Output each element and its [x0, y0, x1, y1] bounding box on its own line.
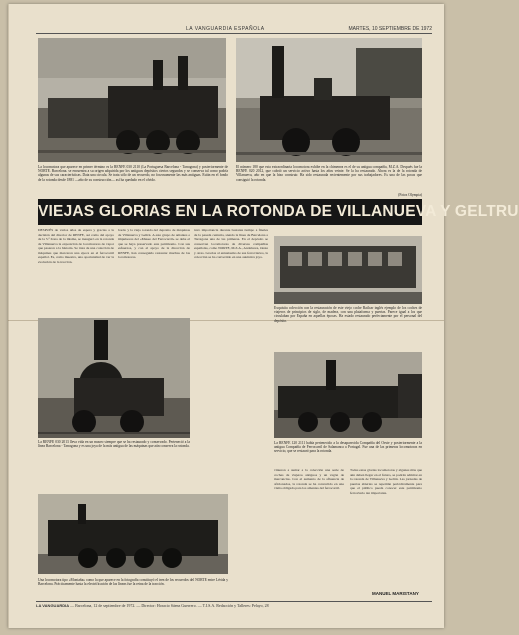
photo-locomotive-montana	[38, 494, 228, 574]
footer-newspaper: LA VANGUARDIA	[36, 603, 70, 608]
caption-locomotive-montana: Una locomotora tipo «Montaña» como la que aparece en la fotografía constituyó el tren de los recuerdos del NORTE entre Lérida y Barcelona. Prácticamente hasta la electrificación de las líneas fue la reina de la tracción.	[38, 578, 228, 587]
photo-locomotive-right	[236, 38, 422, 162]
page-footer	[36, 601, 432, 607]
article-column-3-text: tuvo importancia durante bastante tiempo a finales de la pasada centuria, siendo la línea de Barcelona a Tarragona una de las primeras. En el depósito se conservan locomotoras de diversas compañías españolas, como NORTE, M.Z.A., Andaluces, Oeste y otras. Gracias al entusiasmo de sus ferroviarios, la colección se ha convertido en una auténtica joya.	[194, 228, 268, 259]
article-column-1-text: DESPUÉS de varios años de espera y gracias a la decisión del director de RENFE, así como del apoyo de la 5.ª Zona de la misma, se inauguró en la rotonda de Villanueva la exposición de locomotoras de vapor que pasaron a la historia. Se trata de una colección de máquinas que marcaron una época en el ferrocarril español. Es, como muestra, una oportunidad de ver la evolución de la tracción.	[38, 228, 114, 264]
article-column-2	[118, 228, 190, 312]
photo-locomotive-front	[38, 318, 190, 438]
article-column-5	[350, 468, 422, 588]
article-column-4	[274, 468, 344, 592]
caption-railcar: Exquisita colección con la restauración de este viejo coche Railcar inglés ejemplo de los coches de viajeros de principios de siglo, de madera, con una plataforma y puertas. Parece igual a los que circulaban por España en aquellas épocas. Ha estado restaurado perfectamente por el personal del depósito.	[274, 306, 422, 323]
caption-top-right: El número 180 que esta extraordinaria locomotora exhibe en la chimenea es el de su antigua compañía, M.Z.A. Después fue la RENFE 020 2012, que cubrió un servicio activo hasta los años veinte. Se la ha restaurado. Ahora es la de la rotonda de Villanueva, año en que la hizo construir. Ha sido restaurada recientemente por sus trabajadores. Es una de las pocas que consiguió la rotonda.	[236, 165, 422, 182]
masthead	[36, 26, 432, 34]
photo-railcar	[274, 236, 422, 304]
issue-date: MARTES, 10 SEPTIEMBRE DE 1972	[348, 26, 432, 32]
newspaper-name: LA VANGUARDIA ESPAÑOLA	[186, 26, 265, 32]
caption-locomotive-front: La RENFE 030 2013 lleva vida en un museo siempre que se ha restaurado y conservado. Perteneció a la línea Barcelona - Tarragona y es una joya de la más antigua de las máquinas que aún conserva la rotonda.	[38, 440, 190, 449]
photo-locomotive-left	[38, 38, 226, 162]
author-signature: MANUEL MARISTANY	[372, 591, 419, 596]
photo-locomotive-side	[274, 352, 422, 438]
article-column-4-text: vinieron a sumar a la colección una serie de coches de viajeros antiguos y un vagón de mercancías. Con el aumento de la afluencia de aficionados, la rotonda se ha convertido en una visita obligada para los amantes del ferrocarril.	[274, 468, 344, 490]
footer-imprint: — Barcelona, 12 de septiembre de 1972. — Director: Horacio Sáenz Guerrero. — T.I.S.A. Redacción y Talleres: Pelayo, 28	[70, 603, 269, 608]
article-column-2-text: bordo y la vieja rotonda del depósito de máquinas de Villanueva y Geltrú. A este grupo de amantes e impulsores del «Museo del Ferrocarril» se debe el que se haya preservado este patrimonio. Con sus esfuerzos, y con el apoyo de la dirección de RENFE, han conseguido restaurar muchas de las locomotoras.	[118, 228, 190, 259]
article-column-5-text: Todas estas glorias locomotoras y algunas más que aún deben llegar en el futuro, se podrán admirar en la rotonda de Villanueva y Geltrú. Las jornadas de puertas abiertas se repetirán periódicamente para que el público pueda conocer este patrimonio ferroviario tan importante.	[350, 468, 422, 495]
article-column-1	[38, 228, 114, 312]
headline: VIEJAS GLORIAS EN LA ROTONDA DE VILLANUEVA Y GELTRU	[38, 199, 422, 225]
page-edge	[8, 4, 9, 628]
photo-credit: (Fotos Olympia)	[398, 193, 422, 197]
caption-locomotive-side: La RENFE 120 2111 había pertenecido a la desaparecida Compañía del Oeste y posteriormente a la antigua Compañía de Ferrocarril de Salamanca a Portugal. Fue una de las primeras locomotoras en servicio, que se restauró para la rotonda.	[274, 441, 422, 454]
caption-top-left: La locomotora que aparece en primer término es la RENFE 030 2110 (La Portuguesa Barcelona - Tarragona) y posteriormente de NORTE. Barcelona. se encuentra a su origen adquirida por los antiguos depósitos ciertos segundos y se conserva tal como podría algunas de sus características. Data una circula. Se trata sólo de un recuerdo, no forzosamente las más antiguas. Están en el fondo de la rotonda desde 1881 —año de su construcción— así ha quedado en el olvido.	[38, 165, 228, 182]
